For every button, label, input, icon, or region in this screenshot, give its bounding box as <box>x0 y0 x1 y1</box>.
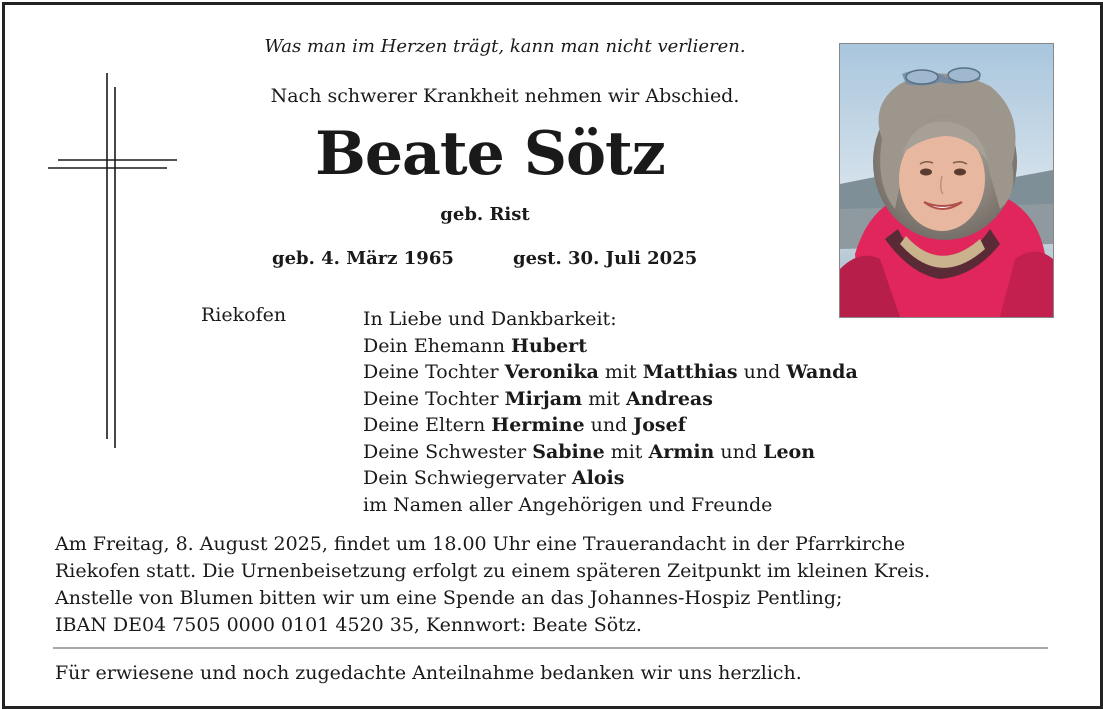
divider <box>53 647 1048 649</box>
mourner-line <box>363 386 858 413</box>
mourner-text: mit <box>598 361 643 383</box>
maiden-name: geb. Rist <box>440 204 530 225</box>
mourner-text: und <box>714 440 764 463</box>
mourner-text: Dein Schwiegervater <box>363 467 572 489</box>
mourner-line <box>363 359 858 386</box>
service-info <box>55 531 930 639</box>
mourner-name: Wanda <box>786 361 858 383</box>
place-name: Riekofen <box>201 304 287 326</box>
mourners-list <box>363 306 858 518</box>
mourner-text: Deine Tochter <box>363 387 505 410</box>
mourner-line <box>363 465 858 492</box>
info-line: IBAN DE04 7505 0000 0101 4520 35, Kennwort: Beate Sötz. <box>55 614 642 636</box>
mourner-text: Dein Ehemann <box>363 334 512 357</box>
mourner-text: Deine Schwester <box>363 440 533 463</box>
mourner-line <box>363 412 858 439</box>
intro-text: Nach schwerer Krankheit nehmen wir Abschied. <box>270 85 740 107</box>
mourner-line <box>363 492 858 519</box>
mourner-text: und <box>584 414 634 436</box>
mourner-name: Hermine <box>491 414 585 436</box>
info-line: Am Freitag, 8. August 2025, findet um 18.00 Uhr eine Trauerandacht in der Pfarrkirche <box>55 533 906 555</box>
mourner-text: und <box>737 361 787 383</box>
birth-date: geb. 4. März 1965 <box>272 248 454 269</box>
mourner-name: Armin <box>648 440 715 463</box>
info-line: Riekofen statt. Die Urnenbeisetzung erfolgt zu einem späteren Zeitpunkt im kleinen Kreis. <box>55 560 931 582</box>
mourner-name: Hubert <box>511 334 587 357</box>
mourner-line <box>363 306 858 333</box>
mourner-text: mit <box>604 440 649 463</box>
mourner-name: Mirjam <box>504 387 583 410</box>
mourner-line <box>363 333 858 360</box>
thanks-text: Für erwiesene und noch zugedachte Anteilnahme bedanken wir uns herzlich. <box>55 662 802 684</box>
info-line: Anstelle von Blumen bitten wir um eine Spende an das Johannes-Hospiz Pentling; <box>55 587 843 609</box>
motto: Was man im Herzen trägt, kann man nicht verlieren. <box>264 36 746 57</box>
mourner-text: Deine Tochter <box>363 361 505 383</box>
mourner-name: Josef <box>633 414 686 436</box>
mourner-text: Deine Eltern <box>363 414 492 436</box>
mourner-line <box>363 439 858 466</box>
mourner-name: Sabine <box>532 440 605 463</box>
portrait-photo <box>839 43 1054 318</box>
mourner-name: Andreas <box>625 387 713 410</box>
death-date: gest. 30. Juli 2025 <box>513 248 698 269</box>
mourner-text: In Liebe und Dankbarkeit: <box>363 308 617 330</box>
mourner-text: mit <box>582 387 626 410</box>
mourner-name: Veronika <box>504 361 599 383</box>
mourner-name: Matthias <box>642 361 738 383</box>
deceased-name: Beate Sötz <box>315 119 665 189</box>
mourner-name: Alois <box>571 467 625 489</box>
mourner-name: Leon <box>763 440 816 463</box>
mourner-text: im Namen aller Angehörigen und Freunde <box>363 493 773 516</box>
